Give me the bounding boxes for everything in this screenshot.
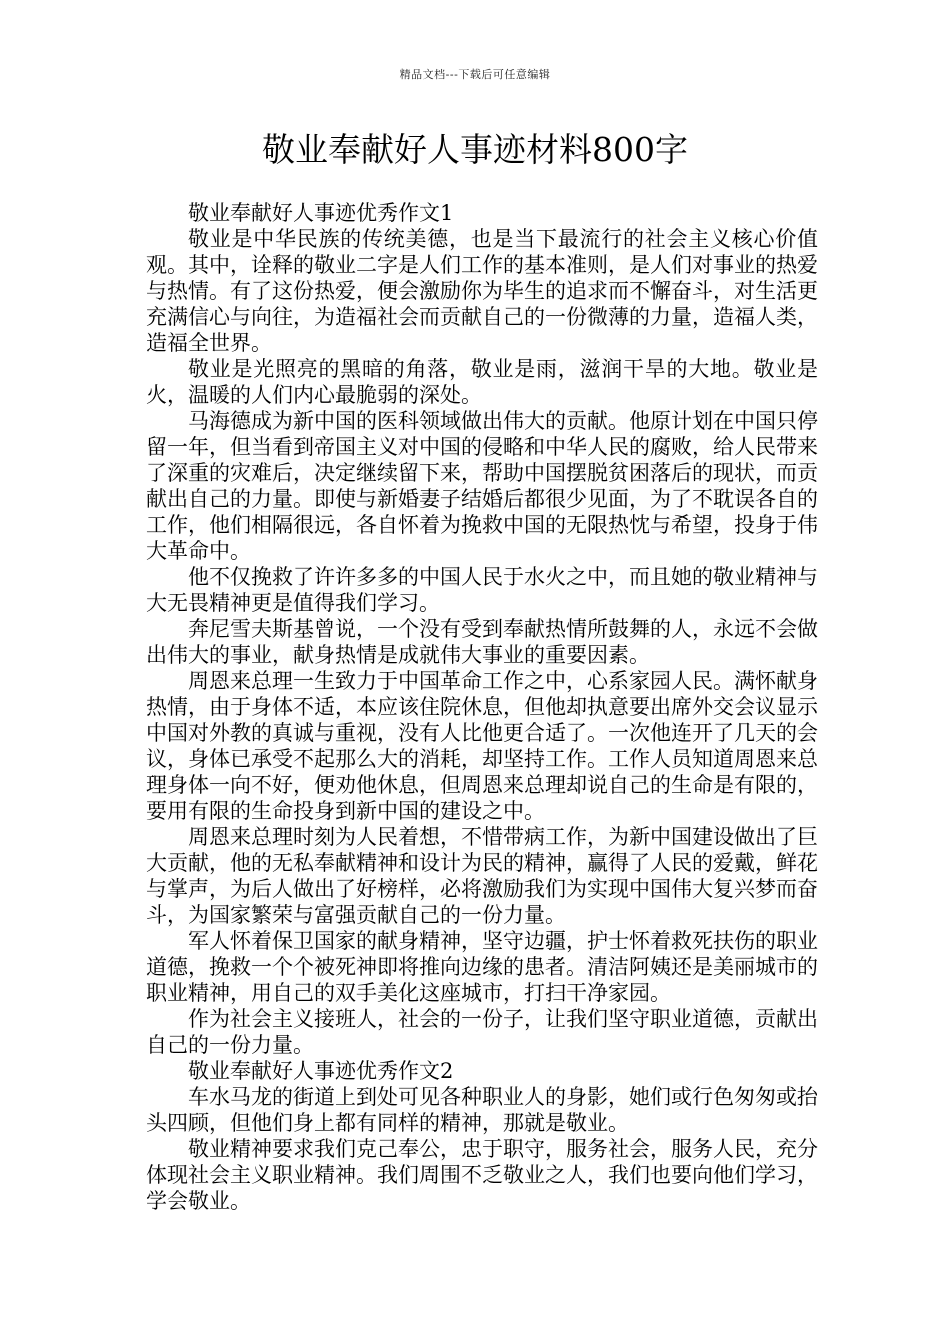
paragraph: 周恩来总理时刻为人民着想，不惜带病工作，为新中国建设做出了巨大贡献，他的无私奉献精神和设计为民的精神，赢得了人民的爱戴，鲜花与掌声，为后人做出了好榜样，必将激励我们为实现中国伟大复兴梦而奋斗，为国家繁荣与富强贡献自己的一份力量。 xyxy=(146,825,818,927)
section-heading-2: 敬业奉献好人事迹优秀作文2 xyxy=(188,1059,454,1083)
paragraph: 敬业精神要求我们克己奉公，忠于职守，服务社会，服务人民，充分体现社会主义职业精神。我们周围不乏敬业之人，我们也要向他们学习，学会敬业。 xyxy=(146,1137,818,1213)
paragraph: 车水马龙的街道上到处可见各种职业人的身影，她们或行色匆匆或抬头四顾，但他们身上都有同样的精神，那就是敬业。 xyxy=(146,1085,818,1135)
document-title: 敬业奉献好人事迹材料800字 xyxy=(262,130,688,169)
section-heading-1: 敬业奉献好人事迹优秀作文1 xyxy=(188,201,454,225)
page-header: 精品文档---下载后可任意编辑 xyxy=(399,68,551,81)
document-body xyxy=(146,200,818,1214)
paragraph: 敬业是光照亮的黑暗的角落，敬业是雨，滋润干旱的大地。敬业是火，温暖的人们内心最脆弱的深处。 xyxy=(146,357,818,407)
paragraph: 敬业是中华民族的传统美德，也是当下最流行的社会主义核心价值观。其中，诠释的敬业二字是人们工作的基本准则，是人们对事业的热爱与热情。有了这份热爱，便会激励你为毕生的追求而不懈奋斗，对生活更充满信心与向往，为造福社会而贡献自己的一份微薄的力量，造福人类，造福全世界。 xyxy=(146,227,818,355)
paragraph: 马海德成为新中国的医科领域做出伟大的贡献。他原计划在中国只停留一年，但当看到帝国主义对中国的侵略和中华人民的腐败，给人民带来了深重的灾难后，决定继续留下来，帮助中国摆脱贫困落后的现状，而贡献出自己的力量。即使与新婚妻子结婚后都很少见面，为了不耽误各自的工作，他们相隔很远，各自怀着为挽救中国的无限热忱与希望，投身于伟大革命中。 xyxy=(146,409,818,563)
paragraph: 军人怀着保卫国家的献身精神，坚守边疆，护士怀着救死扶伤的职业道德，挽救一个个被死神即将推向边缘的患者。清洁阿姨还是美丽城市的职业精神，用自己的双手美化这座城市，打扫干净家园。 xyxy=(146,929,818,1005)
paragraph: 作为社会主义接班人，社会的一份子，让我们坚守职业道德，贡献出自己的一份力量。 xyxy=(146,1007,818,1057)
paragraph: 他不仅挽救了许许多多的中国人民于水火之中，而且她的敬业精神与大无畏精神更是值得我们学习。 xyxy=(146,565,818,615)
paragraph: 奔尼雪夫斯基曾说，一个没有受到奉献热情所鼓舞的人，永远不会做出伟大的事业，献身热情是成就伟大事业的重要因素。 xyxy=(146,617,818,667)
paragraph: 周恩来总理一生致力于中国革命工作之中，心系家园人民。满怀献身热情，由于身体不适，本应该住院休息，但他却执意要出席外交会议显示中国对外教的真诚与重视，没有人比他更合适了。一次他连开了几天的会议，身体已承受不起那么大的消耗，却坚持工作。工作人员知道周恩来总理身体一向不好，便劝他休息，但周恩来总理却说自己的生命是有限的，要用有限的生命投身到新中国的建设之中。 xyxy=(146,669,818,823)
